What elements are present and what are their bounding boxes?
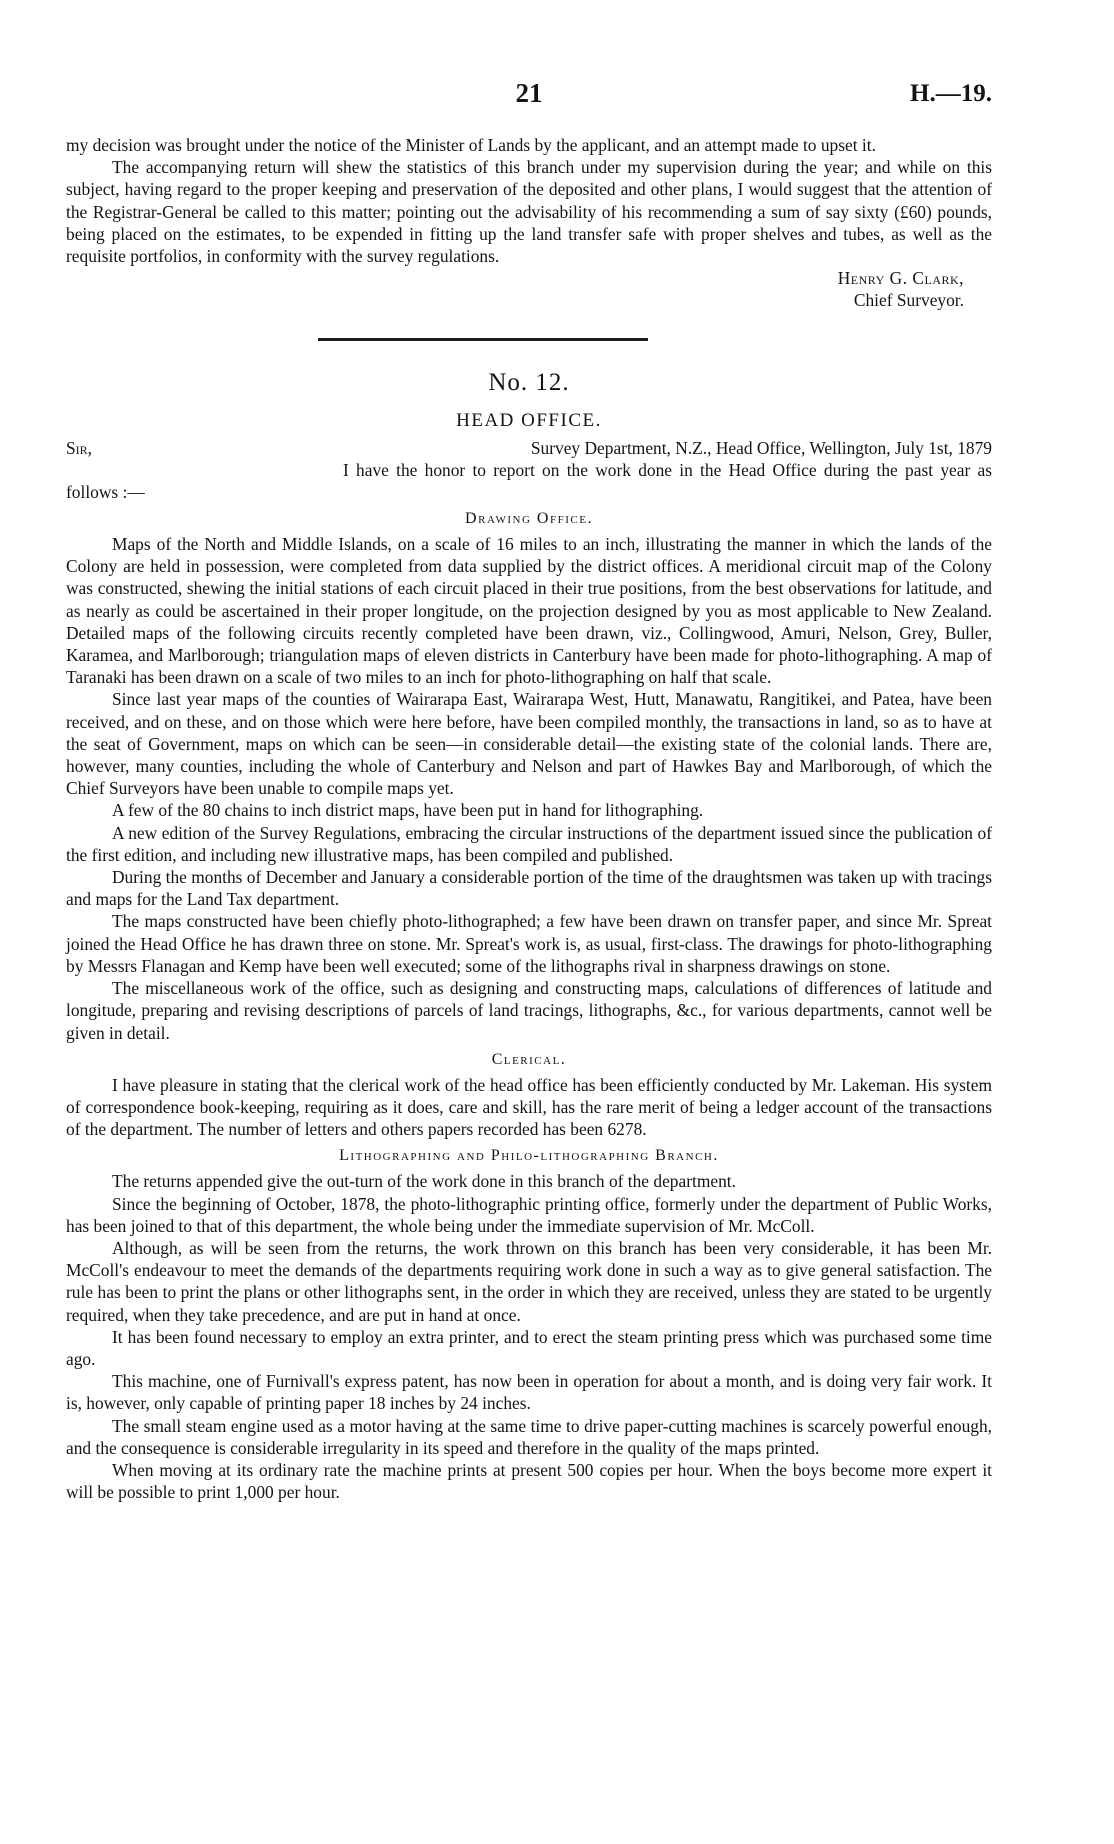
intro-paragraph: I have the honor to report on the work done in the Head Office during the past year as follows :—	[66, 459, 992, 502]
lithographing-section	[66, 1170, 992, 1503]
paragraph: I have pleasure in stating that the clerical work of the head office has been efficiently conducted by Mr. Lakeman. His system of correspondence book-keeping, requiring as it does, care and skill, has the rare merit of being a ledger account of the transactions of the department. The number of letters and others papers recorded has been 6278.	[66, 1074, 992, 1140]
paragraph: Although, as will be seen from the returns, the work thrown on this branch has been very considerable, it has been Mr. McColl's endeavour to meet the demands of the departments requiring work done in such a way as to give general satisfaction. The rule has been to print the plans or other lithographs sent, in the order in which they are received, unless they are stated to be urgently required, when they take precedence, and are put in hand at once.	[66, 1237, 992, 1325]
paragraph: Since last year maps of the counties of Wairarapa East, Wairarapa West, Hutt, Manawatu, Rangitikei, and Patea, have been received, and on these, and on those which were here before, have been compiled monthly, the transactions in land, so as to have at the seat of Government, maps on which can be seen—in considerable detail—the existing state of the colonial lands. There are, however, many counties, including the whole of Canterbury and Nelson and part of Hawkes Bay and Marlborough, of which the Chief Surveyors have been unable to compile maps yet.	[66, 689, 992, 799]
paragraph: This machine, one of Furnivall's express patent, has now been in operation for about a month, and is doing very fair work. It is, however, only capable of printing paper 18 inches by 24 inches.	[66, 1371, 992, 1414]
paragraph: During the months of December and January a considerable portion of the time of the draughtsmen was taken up with tracings and maps for the Land Tax department.	[66, 867, 992, 910]
paragraph: Since the beginning of October, 1878, the photo-lithographic printing office, formerly under the department of Public Works, has been joined to that of this department, the whole being under the immediate supervision of Mr. McColl.	[66, 1193, 992, 1236]
clerical-heading: Clerical.	[491, 1050, 567, 1068]
section-divider	[318, 338, 648, 341]
paragraph: The small steam engine used as a motor having at the same time to drive paper-cutting machines is scarcely powerful enough, and the consequence is considerable irregularity in its speed and therefore in the quality of the maps printed.	[66, 1415, 992, 1458]
page-header	[66, 78, 992, 118]
clerical-section	[66, 1074, 992, 1141]
signature-name: Henry G. Clark,	[837, 268, 964, 289]
paragraph: The accompanying return will shew the statistics of this branch under my supervision during the year; and while on this subject, having regard to the proper keeping and preservation of the deposited and other plans, I would suggest that the attention of the Registrar-General be called to this matter; pointing out the advisability of his recommending a sum of say sixty (£60) pounds, being placed on the estimates, to be expended in fitting up the land transfer safe with proper shelves and tubes, as well as the requisite portfolios, in conformity with the survey regulations.	[66, 157, 992, 267]
document-page	[66, 78, 992, 1503]
paragraph: The miscellaneous work of the office, such as designing and constructing maps, calculations of differences of latitude and longitude, preparing and revising descriptions of parcels of land tracings, lithographs, &c., for various departments, cannot well be given in detail.	[66, 978, 992, 1043]
office-title: HEAD OFFICE.	[456, 409, 602, 431]
salutation: Sir,	[66, 437, 93, 458]
paragraph: Maps of the North and Middle Islands, on a scale of 16 miles to an inch, illustrating the manner in which the lands of the Colony are held in possession, were completed from data supplied by the district offices. A meridional circuit map of the Colony was constructed, shewing the initial stations of each circuit placed in their true positions, from the best observations for latitude, and as nearly as could be ascertained in their proper longitude, on the projection designed by you as most applicable to New Zealand. Detailed maps of the following circuits recently completed have been drawn, viz., Collingwood, Amuri, Nelson, Grey, Buller, Karamea, and Marlborough; triangulation maps of eleven districts in Canterbury have been made for photo-lithographing. A map of Taranaki has been drawn on a scale of two miles to an inch for photo-lithographing on half that scale.	[66, 534, 992, 688]
drawing-office-heading: Drawing Office.	[465, 510, 593, 528]
paragraph: The maps constructed have been chiefly photo-lithographed; a few have been drawn on transfer paper, and since Mr. Spreat joined the Head Office he has drawn three on stone. Mr. Spreat's work is, as usual, first-class. The drawings for photo-lithographing by Messrs Flanagan and Kemp have been well executed; some of the lithographs rival in sharpness drawings on stone.	[66, 911, 992, 976]
dateline: Survey Department, N.Z., Head Office, Wellington, July 1st, 1879	[530, 437, 992, 458]
previous-report-ending	[66, 134, 992, 312]
paragraph: my decision was brought under the notice of the Minister of Lands by the applicant, and an attempt made to upset it.	[66, 135, 876, 155]
paragraph: The returns appended give the out-turn of the work done in this branch of the department.	[112, 1171, 736, 1192]
page-number: 21	[515, 78, 543, 108]
paragraph: It has been found necessary to employ an extra printer, and to erect the steam printing press which was purchased some time ago.	[66, 1326, 992, 1369]
paragraph: A few of the 80 chains to inch district maps, have been put in hand for lithographing.	[112, 800, 704, 821]
paragraph: A new edition of the Survey Regulations, embracing the circular instructions of the department issued since the publication of the first edition, and including new illustrative maps, has been compiled and published.	[66, 822, 992, 865]
lithographing-heading: Lithographing and Philo-lithographing Branch.	[339, 1147, 719, 1165]
document-code: H.—19.	[910, 80, 992, 107]
paragraph: When moving at its ordinary rate the machine prints at present 500 copies per hour. When the boys become more expert it will be possible to print 1,000 per hour.	[66, 1459, 992, 1503]
report-number: No. 12.	[488, 368, 570, 396]
drawing-office-section	[66, 533, 992, 1044]
salutation-row	[66, 437, 992, 459]
signature	[66, 267, 992, 311]
signature-title: Chief Surveyor.	[853, 290, 964, 311]
